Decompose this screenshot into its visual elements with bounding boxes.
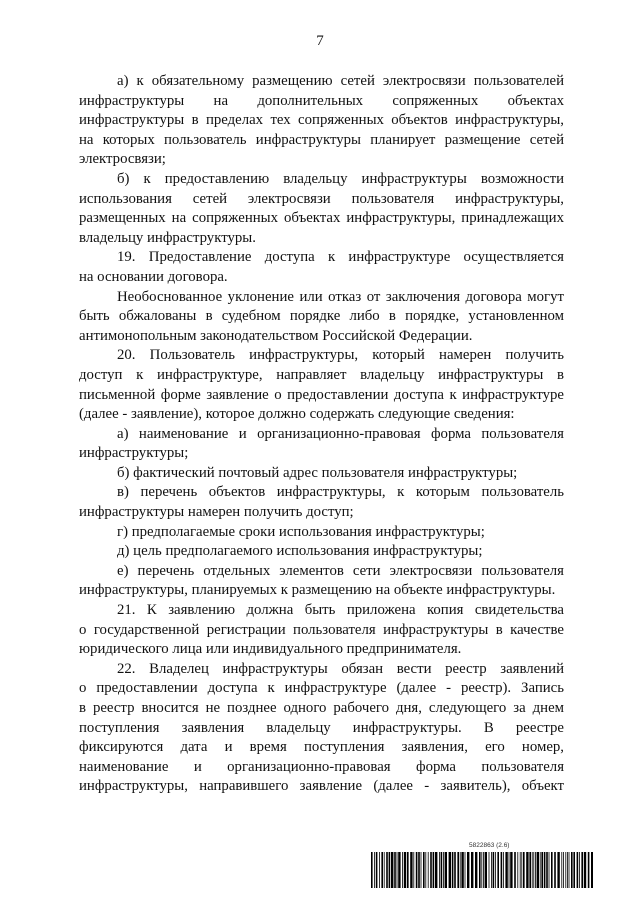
page-number: 7 [316,33,324,49]
paragraph-21 [79,601,564,660]
text-line: инфраструктуры; [79,445,189,462]
text-line: инфраструктуры на дополнительных сопряженных объектах [79,92,564,109]
paragraph-appeal [79,288,564,347]
paragraph-a-mandatory-placement [79,72,564,170]
paragraph-b-owner-use [79,170,564,248]
item-d-terms [79,523,564,543]
text-line: в) перечень объектов инфраструктуры, к которым пользователь [117,484,564,501]
text-line: б) фактический почтовый адрес пользователя инфраструктуры; [117,464,518,481]
text-line: инфраструктуры, направившего заявление (далее - заявитель), объект [79,778,564,795]
text-line: Необоснованное уклонение или отказ от заключения договора могут [117,288,564,305]
text-line: а) наименование и организационно-правовая форма пользователя [117,425,564,442]
text-line: письменной форме заявление о предоставлении доступа к инфраструктуре [79,386,564,403]
text-line: на основании договора. [79,268,228,285]
text-line: поступления заявления владельцу инфраструктуры. В реестре [79,719,564,736]
item-b-address [79,464,564,484]
text-line: в реестр вносится не позднее одного рабочего дня, следующего за днем [79,700,564,716]
text-line: владельцу инфраструктуры. [79,229,256,246]
text-line: д) цель предполагаемого использования инфраструктуры; [117,543,483,560]
paragraph-20 [79,346,564,424]
text-line: 19. Предоставление доступа к инфраструктуре осуществляется [117,249,564,266]
text-line: размещенных на сопряженных объектах инфраструктуры, принадлежащих [79,210,564,227]
text-line: электросвязи; [79,151,166,168]
item-c-objects [79,483,564,522]
text-line: о предоставлении доступа к инфраструктуре (далее - реестр). Запись [79,680,564,697]
item-f-elements [79,562,564,601]
text-line: инфраструктуры намерен получить доступ; [79,504,354,521]
text-line: (далее - заявление), которое должно содержать следующие сведения: [79,406,515,423]
text-line: а) к обязательному размещению сетей электросвязи пользователей [117,73,564,89]
text-line: антимонопольным законодательством Российской Федерации. [79,327,473,344]
barcode-image [371,852,593,888]
document-code: 5822863 (2.6) [469,842,510,849]
text-line: инфраструктуры, планируемых к размещению на объекте инфраструктуры. [79,582,556,599]
text-line: фиксируются дата и время поступления заявления, его номер, [79,739,564,756]
text-line: б) к предоставлению владельцу инфраструктуры возможности [117,170,564,187]
text-line: на которых пользователь инфраструктуры планирует размещение сетей [79,131,564,148]
text-line: 22. Владелец инфраструктуры обязан вести реестр заявлений [117,660,564,677]
paragraph-22 [79,660,564,797]
text-line: быть обжалованы в судебном порядке либо в порядке, установленном [79,308,564,325]
document-body [79,72,564,797]
item-a-name [79,425,564,464]
text-line: юридического лица или индивидуального предпринимателя. [79,641,462,658]
text-line: 20. Пользователь инфраструктуры, который намерен получить [117,347,564,364]
text-line: использования сетей электросвязи пользователя инфраструктуры, [79,190,564,207]
item-e-purpose [79,542,564,562]
text-line: 21. К заявлению должна быть приложена копия свидетельства [117,602,564,619]
text-line: о государственной регистрации пользователя инфраструктуры в качестве [79,621,564,638]
text-line: доступ к инфраструктуре, направляет владельцу инфраструктуры в [79,366,564,383]
paragraph-19 [79,248,564,287]
text-line: е) перечень отдельных элементов сети электросвязи пользователя [117,562,564,579]
text-line: г) предполагаемые сроки использования инфраструктуры; [117,523,485,540]
text-line: инфраструктуры в пределах тех сопряженных объектов инфраструктуры, [79,112,564,129]
text-line: наименование и организационно-правовая форма пользователя [79,758,564,775]
